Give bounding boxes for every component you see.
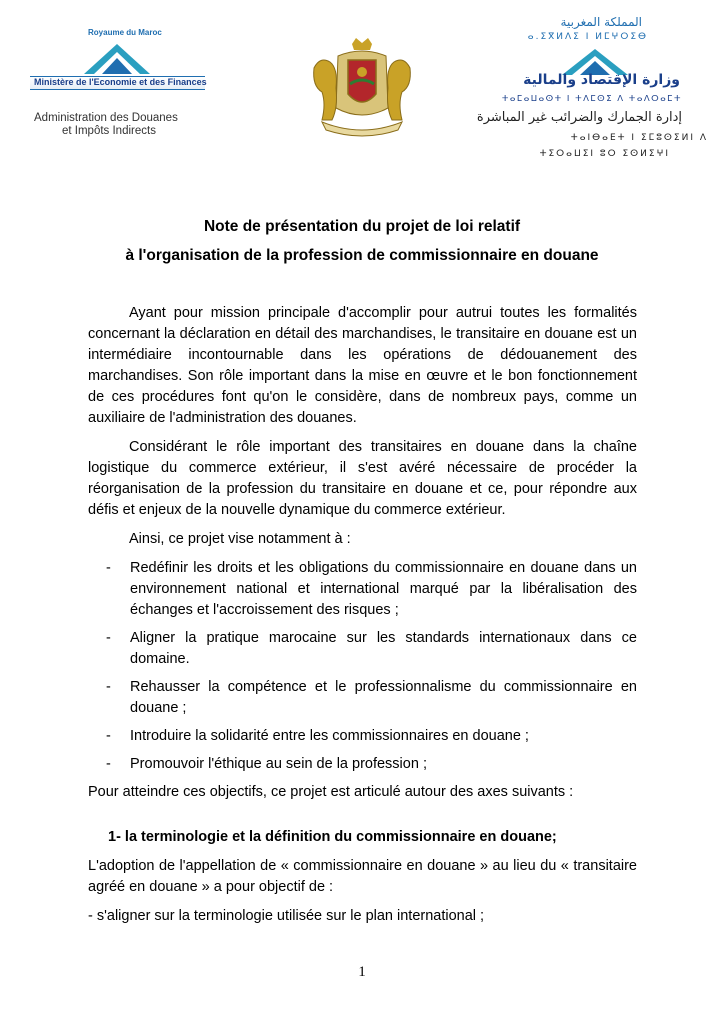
bullet-dash: - — [106, 679, 111, 695]
objective-text: Aligner la pratique marocaine sur les standards internationaux dans ce domaine. — [130, 630, 637, 667]
bullet-dash: - — [106, 560, 111, 576]
paragraph-axes-intro: Pour atteindre ces objectifs, ce projet est articulé autour des axes suivants : — [88, 784, 574, 800]
letterhead — [0, 0, 724, 170]
section-heading-terminology: 1- la terminologie et la définition du commissionnaire en douane; — [108, 829, 557, 845]
administration-label-ar: إدارة الجمارك والضرائب غير المباشرة — [476, 110, 682, 125]
kingdom-label-fr: Royaume du Maroc — [88, 28, 162, 37]
ministry-label-tifinagh: ⵜⴰⵎⴰⵡⴰⵙⵜ ⵏ ⵜⴷⵎⵙⵉ ⴷ ⵜⴰⴷⵔⴰⵎⵜ — [501, 94, 682, 104]
document-title-line-2: à l'organisation de la profession de commissionnaire en douane — [125, 247, 599, 264]
list-item — [88, 726, 637, 747]
objective-text: Redéfinir les droits et les obligations du commissionnaire en douane dans un environnement national et international marqué par la libéralisation des échanges et l'accroissement des risques ; — [130, 560, 637, 618]
kingdom-label-ar: المملكة المغربية — [560, 15, 642, 29]
royal-coat-of-arms-emblem-icon — [308, 38, 416, 138]
list-item — [88, 754, 637, 775]
ministry-logo-arabic — [476, 15, 710, 165]
administration-label-tifinagh-2: ⵜⵉⵔⴰⵡⵉⵏ ⵓⵔ ⵉⵙⵍⵉⵖⵏ — [539, 149, 670, 159]
kingdom-label-tifinagh: ⴰ.ⵉⴳⵍⴷⵉ ⵏ ⵍⵎⵖⵔⵉⴱ — [527, 32, 648, 42]
paragraph-appellation: L'adoption de l'appellation de « commissionnaire en douane » au lieu du « transitaire agréé en douane » a pour objectif de : — [88, 858, 637, 895]
objectives-list — [88, 558, 637, 775]
objective-text: Promouvoir l'éthique au sein de la profession ; — [130, 756, 427, 772]
list-item — [88, 558, 637, 621]
document-body — [88, 303, 637, 927]
document-title-line-1: Note de présentation du projet de loi relatif — [203, 218, 521, 235]
list-item — [88, 677, 637, 719]
objective-text: Introduire la solidarité entre les commissionnaires en douane ; — [130, 728, 529, 744]
list-item — [88, 628, 637, 670]
administration-label-tifinagh-1: ⵜⴰⵏⴱⴰⴹⵜ ⵏ ⵉⵎⵓⵙⵉⵍⵏ ⴷ — [570, 133, 708, 143]
bullet-dash: - — [106, 728, 111, 744]
bullet-dash: - — [106, 630, 111, 646]
paragraph-align-terminology: - s'aligner sur la terminologie utilisée sur le plan international ; — [88, 908, 485, 924]
administration-label-fr — [34, 112, 178, 138]
administration-line-1: Administration des Douanes — [34, 112, 178, 124]
administration-line-2: et Impôts Indirects — [62, 125, 156, 137]
objective-text: Rehausser la compétence et le professionnalisme du commissionnaire en douane ; — [130, 679, 637, 716]
paragraph-context: Considérant le rôle important des transitaires en douane dans la chaîne logistique du commerce extérieur, il s'est avéré nécessaire de procéder la réorganisation de la profession du transitaire en douane et ce, pour répondre aux défis et enjeux de la nouvelle dynamique du commerce extérieur. — [88, 439, 637, 518]
ministry-label-fr: Ministère de l'Economie et des Finances — [34, 77, 207, 87]
ministry-label-ar: وزارة الإقتصاد والمالية — [523, 72, 680, 88]
page-number: 1 — [358, 964, 366, 980]
bullet-dash: - — [106, 756, 111, 772]
ministry-triangle-logo-icon — [82, 42, 152, 76]
paragraph-objectives-intro: Ainsi, ce projet vise notamment à : — [129, 531, 351, 547]
paragraph-mission: Ayant pour mission principale d'accomplir pour autrui toutes les formalités concernant la déclaration en détail des marchandises, le transitaire en douane est un intermédiaire incontournable dans les opérations de dédouanement des marchandises. Son rôle important dans la mise en œuvre et le bon fonctionnement de ces procédures font qu'on le considère, dans de nombreux pays, comme un auxiliaire de l'administration des douanes. — [88, 305, 637, 426]
